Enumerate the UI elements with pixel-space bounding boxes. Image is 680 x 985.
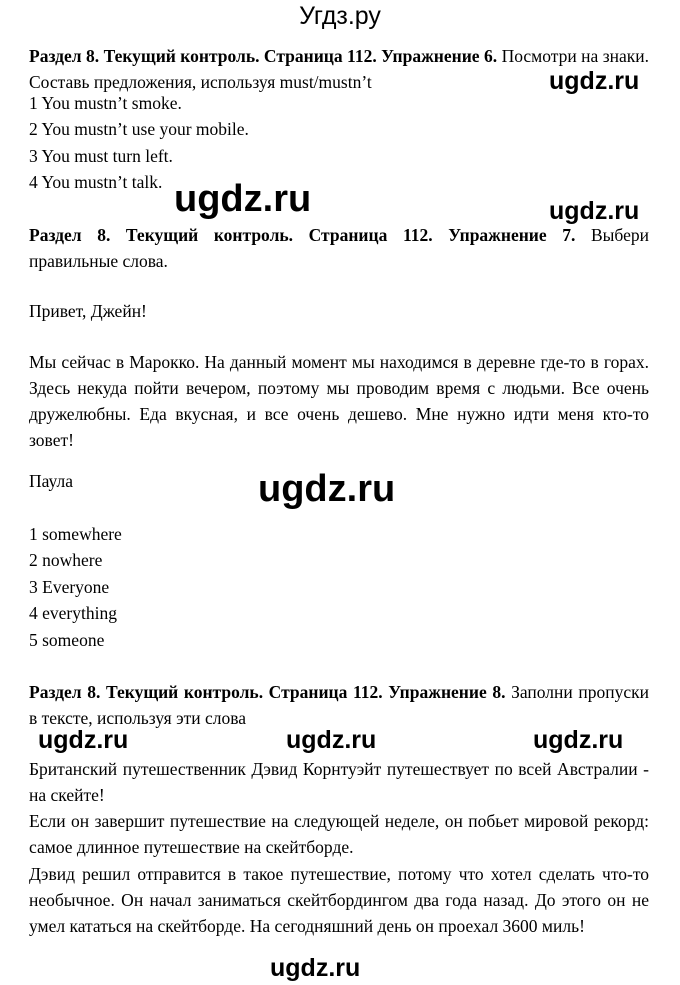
watermark-large: ugdz.ru [174,178,312,220]
ex7-heading: Раздел 8. Текущий контроль. Страница 112. Упражнение 7. [29,225,576,245]
ex7-letter: Мы сейчас в Марокко. На данный момент мы находимся в деревне где-то в горах. Здесь некуда пойти вечером, поэтому мы проводим время с людьми. Все очень дружелюбны. Еда вкусная, и все очень дешево. Мне нужно идти меня кто-то зовет! [29,352,649,450]
site-title: Угдз.ру [299,2,381,30]
ex7-answer: 5 someone [29,630,105,650]
ex7-signature: Паула [29,471,73,491]
watermark-large: ugdz.ru [258,468,396,510]
ex6-heading: Раздел 8. Текущий контроль. Страница 112. Упражнение 6. [29,46,498,66]
ex7-answer: 3 Everyone [29,577,110,597]
ex8-intro [29,679,649,731]
watermark: ugdz.ru [286,726,377,754]
ex6-answer: 2 You mustn’t use your mobile. [29,119,249,139]
watermark: ugdz.ru [38,726,129,754]
ex8-task: Заполни пропуски в тексте, используя эти слова [29,682,649,728]
ex8-heading: Раздел 8. Текущий контроль. Страница 112. Упражнение 8. [29,682,506,702]
ex8-paragraph: Дэвид решил отправится в такое путешествие, потому что хотел сделать что-то необычное. Он начал заниматься скейтбордингом два года назад. До этого он не умел кататься на скейтборде. На сегодняшний день он проехал 3600 миль! [29,864,649,936]
ex7-answer: 2 nowhere [29,550,103,570]
watermark: ugdz.ru [549,197,640,225]
ex6-answer: 4 You mustn’t talk. [29,172,163,192]
ex7-task: Выбери правильные слова. [29,225,649,271]
ex8-paragraph: Если он завершит путешествие на следующей неделе, он побьет мировой рекорд: самое длинное путешествие на скейтборде. [29,811,649,857]
watermark: ugdz.ru [270,954,361,982]
ex8-paragraph: Британский путешественник Дэвид Корнтуэйт путешествует по всей Австралии - на скейте! [29,759,649,805]
ex6-answer: 3 You must turn left. [29,146,173,166]
ex7-intro [29,222,649,274]
ex7-answer: 1 somewhere [29,524,122,544]
watermark: ugdz.ru [533,726,624,754]
watermark: ugdz.ru [549,67,640,95]
ex6-answer: 1 You mustn’t smoke. [29,93,182,113]
ex7-greeting: Привет, Джейн! [29,301,147,321]
ex7-answer: 4 everything [29,603,117,623]
ex6-task: Посмотри на знаки. Составь предложения, используя must/mustn’t [29,46,649,92]
